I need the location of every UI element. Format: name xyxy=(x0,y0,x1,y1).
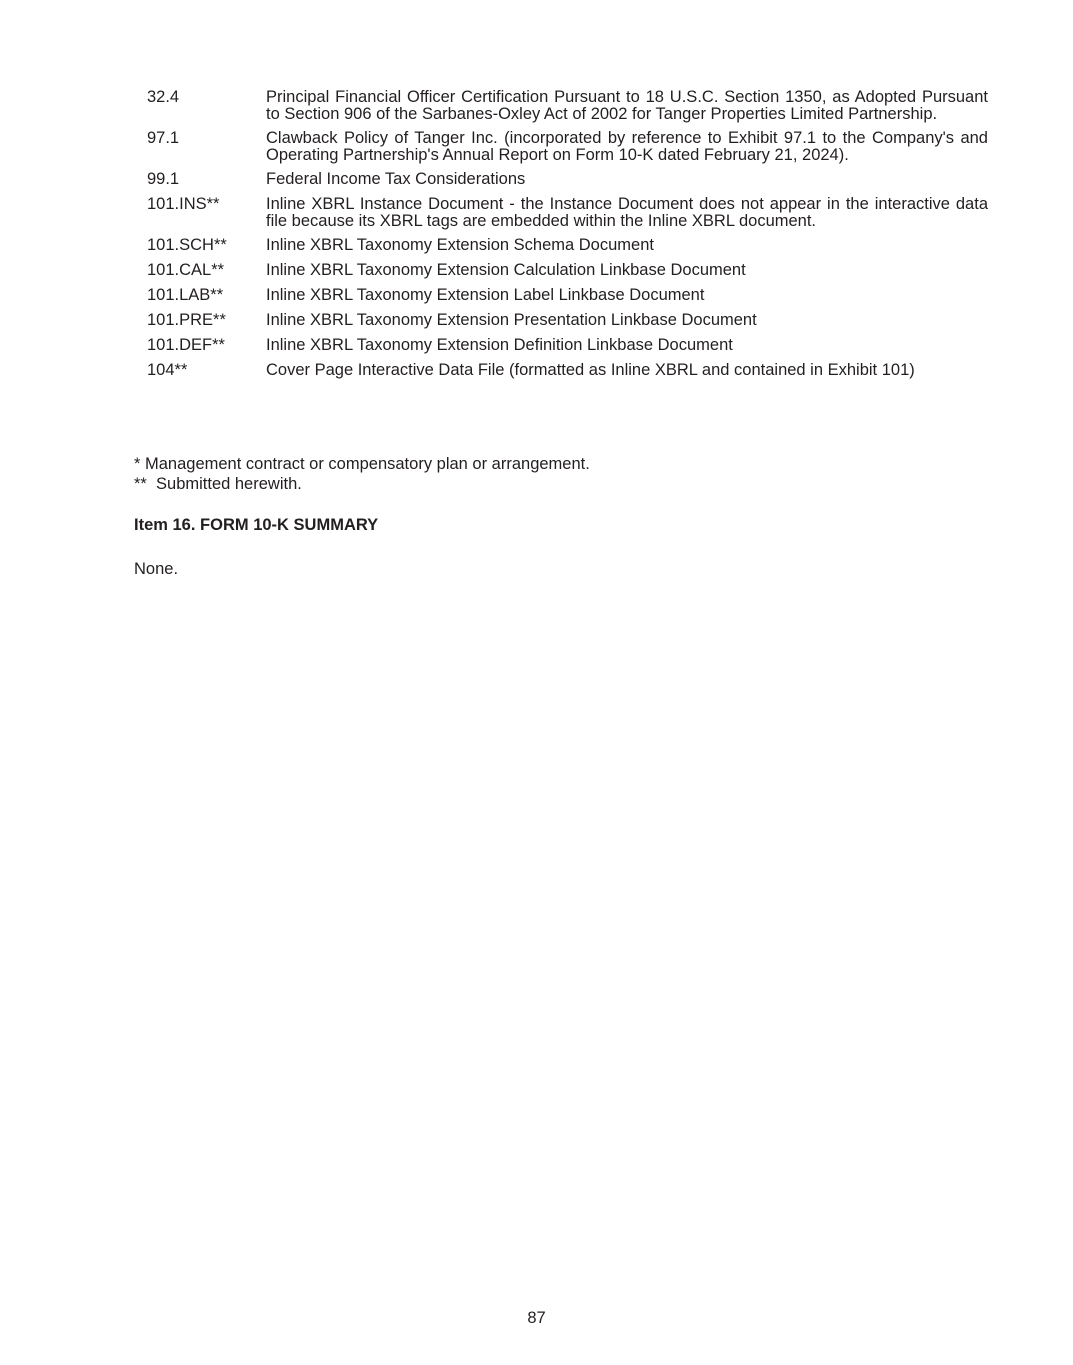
exhibit-description: Inline XBRL Taxonomy Extension Schema Document xyxy=(266,236,654,254)
exhibit-row xyxy=(147,195,988,230)
exhibit-row xyxy=(147,170,988,189)
footnote-submitted: ** Submitted herewith. xyxy=(134,475,302,493)
exhibit-row xyxy=(147,361,988,380)
exhibit-row xyxy=(147,336,988,355)
exhibit-row xyxy=(147,129,988,164)
exhibit-description: Inline XBRL Taxonomy Extension Label Linkbase Document xyxy=(266,286,705,304)
section-body: None. xyxy=(134,560,179,578)
page-number: 87 xyxy=(527,1309,546,1327)
exhibit-number: 104** xyxy=(147,361,188,379)
exhibit-row xyxy=(147,311,988,330)
exhibit-description: Inline XBRL Taxonomy Extension Presentation Linkbase Document xyxy=(266,311,757,329)
exhibit-number: 101.LAB** xyxy=(147,286,224,304)
exhibit-description: Federal Income Tax Considerations xyxy=(266,170,526,188)
footnotes xyxy=(134,454,590,494)
exhibit-description: Clawback Policy of Tanger Inc. (incorporated by reference to Exhibit 97.1 to the Company's and Operating Partnership's Annual Report on Form 10-K dated February 21, 2024). xyxy=(266,129,988,164)
footnote-management: * Management contract or compensatory plan or arrangement. xyxy=(134,455,590,473)
exhibit-row xyxy=(147,261,988,280)
exhibit-number: 101.SCH** xyxy=(147,236,227,254)
section-heading: Item 16. FORM 10-K SUMMARY xyxy=(134,516,379,534)
exhibit-number: 101.DEF** xyxy=(147,336,225,354)
exhibit-description: Inline XBRL Taxonomy Extension Definition Linkbase Document xyxy=(266,336,733,354)
exhibit-row xyxy=(147,88,988,123)
exhibit-number: 99.1 xyxy=(147,170,180,188)
exhibit-description: Inline XBRL Taxonomy Extension Calculation Linkbase Document xyxy=(266,261,746,279)
exhibit-row xyxy=(147,236,988,255)
exhibit-number: 101.CAL** xyxy=(147,261,225,279)
exhibit-row xyxy=(147,286,988,305)
exhibit-list xyxy=(147,88,988,386)
exhibit-number: 101.INS** xyxy=(147,195,220,213)
exhibit-description: Principal Financial Officer Certification Pursuant to 18 U.S.C. Section 1350, as Adopted Pursuant to Section 906 of the Sarbanes-Oxley Act of 2002 for Tanger Properties Limited Partnership. xyxy=(266,88,988,123)
exhibit-number: 97.1 xyxy=(147,129,180,147)
exhibit-description: Inline XBRL Instance Document - the Instance Document does not appear in the interactive data file because its XBRL tags are embedded within the Inline XBRL document. xyxy=(266,195,988,230)
exhibit-number: 32.4 xyxy=(147,88,180,106)
exhibit-description: Cover Page Interactive Data File (formatted as Inline XBRL and contained in Exhibit 101) xyxy=(266,361,915,379)
exhibit-number: 101.PRE** xyxy=(147,311,226,329)
